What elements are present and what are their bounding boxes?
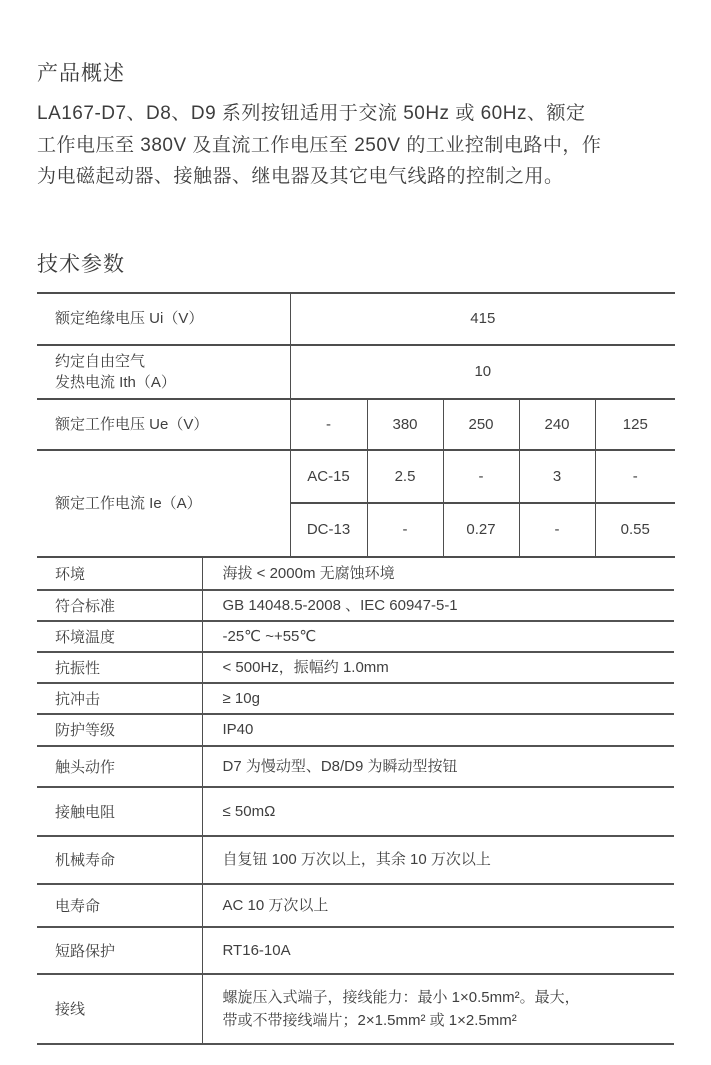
spec-value: 自复钮 100 万次以上，其余 10 万次以上 — [202, 836, 674, 884]
spec-label: 额定绝缘电压 Ui（V） — [37, 293, 290, 345]
spec-label: 短路保护 — [37, 927, 202, 974]
details-table — [37, 558, 674, 1045]
spec-value: GB 14048.5-2008 、IEC 60947-5-1 — [202, 590, 674, 621]
spec-label: 触头动作 — [37, 746, 202, 787]
table-row — [37, 927, 674, 974]
overview-paragraph-line: 工作电压至 380V 及直流工作电压至 250V 的工业控制电路中，作 — [37, 134, 602, 156]
spec-label: 额定工作电压 Ue（V） — [37, 399, 290, 450]
spec-value: 240 — [519, 399, 595, 450]
overview-paragraph-line: LA167-D7、D8、D9 系列按钮适用于交流 50Hz 或 60Hz、额定 — [37, 103, 586, 124]
spec-label-line: 发热电流 Ith（A） — [55, 373, 176, 391]
spec-value: - — [443, 450, 519, 503]
spec-value: < 500Hz，振幅约 1.0mm — [202, 652, 674, 683]
table-row — [37, 884, 674, 927]
table-row — [37, 714, 674, 746]
spec-value: D7 为慢动型、D8/D9 为瞬动型按钮 — [202, 746, 674, 787]
spec-value: 0.55 — [595, 503, 675, 557]
spec-value: ≤ 50mΩ — [202, 787, 674, 836]
spec-label: 抗振性 — [37, 652, 202, 683]
overview-paragraph-line: 为电磁起动器、接触器、继电器及其它电气线路的控制之用。 — [37, 166, 564, 187]
spec-value — [202, 974, 674, 1044]
spec-label: 电寿命 — [37, 884, 202, 927]
overview-title: 产品概述 — [37, 62, 125, 85]
spec-value: 250 — [443, 399, 519, 450]
spec-label: 接线 — [37, 974, 202, 1044]
table-row — [37, 345, 675, 399]
spec-label — [37, 345, 290, 399]
spec-value: - — [290, 399, 367, 450]
table-row — [37, 621, 674, 652]
spec-label: 符合标准 — [37, 590, 202, 621]
spec-value: 0.27 — [443, 503, 519, 557]
spec-value: 2.5 — [367, 450, 443, 503]
spec-value: 10 — [290, 345, 675, 399]
spec-value: IP40 — [202, 714, 674, 746]
spec-value: 415 — [290, 293, 675, 345]
spec-label: 防护等级 — [37, 714, 202, 746]
spec-value: - — [367, 503, 443, 557]
spec-value: RT16-10A — [202, 927, 674, 974]
table-row — [37, 450, 675, 503]
spec-subcategory: DC-13 — [290, 503, 367, 557]
table-row — [37, 652, 674, 683]
spec-value: 海拔 < 2000m 无腐蚀环境 — [202, 558, 674, 590]
spec-value-line: 螺旋压入式端子，接线能力：最小 1×0.5mm²。最大， — [222, 988, 580, 1006]
specs-title: 技术参数 — [37, 252, 125, 276]
spec-value: 380 — [367, 399, 443, 450]
spec-value: ≥ 10g — [202, 683, 674, 714]
spec-value: 3 — [519, 450, 595, 503]
table-row — [37, 399, 675, 450]
spec-value: 125 — [595, 399, 675, 450]
table-row — [37, 746, 674, 787]
spec-label: 额定工作电流 Ie（A） — [37, 450, 290, 557]
spec-label-line: 约定自由空气 — [55, 352, 146, 370]
spec-subcategory: AC-15 — [290, 450, 367, 503]
spec-value: -25℃ ~+55℃ — [202, 621, 674, 652]
spec-label: 抗冲击 — [37, 683, 202, 714]
table-row — [37, 683, 674, 714]
spec-label: 接触电阻 — [37, 787, 202, 836]
spec-label: 环境温度 — [37, 621, 202, 652]
table-row — [37, 293, 675, 345]
spec-value: - — [519, 503, 595, 557]
ratings-table — [37, 292, 675, 558]
spec-value: AC 10 万次以上 — [202, 884, 674, 927]
spec-value: - — [595, 450, 675, 503]
table-row — [37, 836, 674, 884]
table-row — [37, 590, 674, 621]
spec-label: 环境 — [37, 558, 202, 590]
overview-paragraph — [37, 98, 675, 193]
table-row — [37, 974, 674, 1044]
table-row — [37, 787, 674, 836]
spec-value-line: 带或不带接线端片；2×1.5mm² 或 1×2.5mm² — [222, 1011, 517, 1029]
spec-label: 机械寿命 — [37, 836, 202, 884]
table-row — [37, 558, 674, 590]
